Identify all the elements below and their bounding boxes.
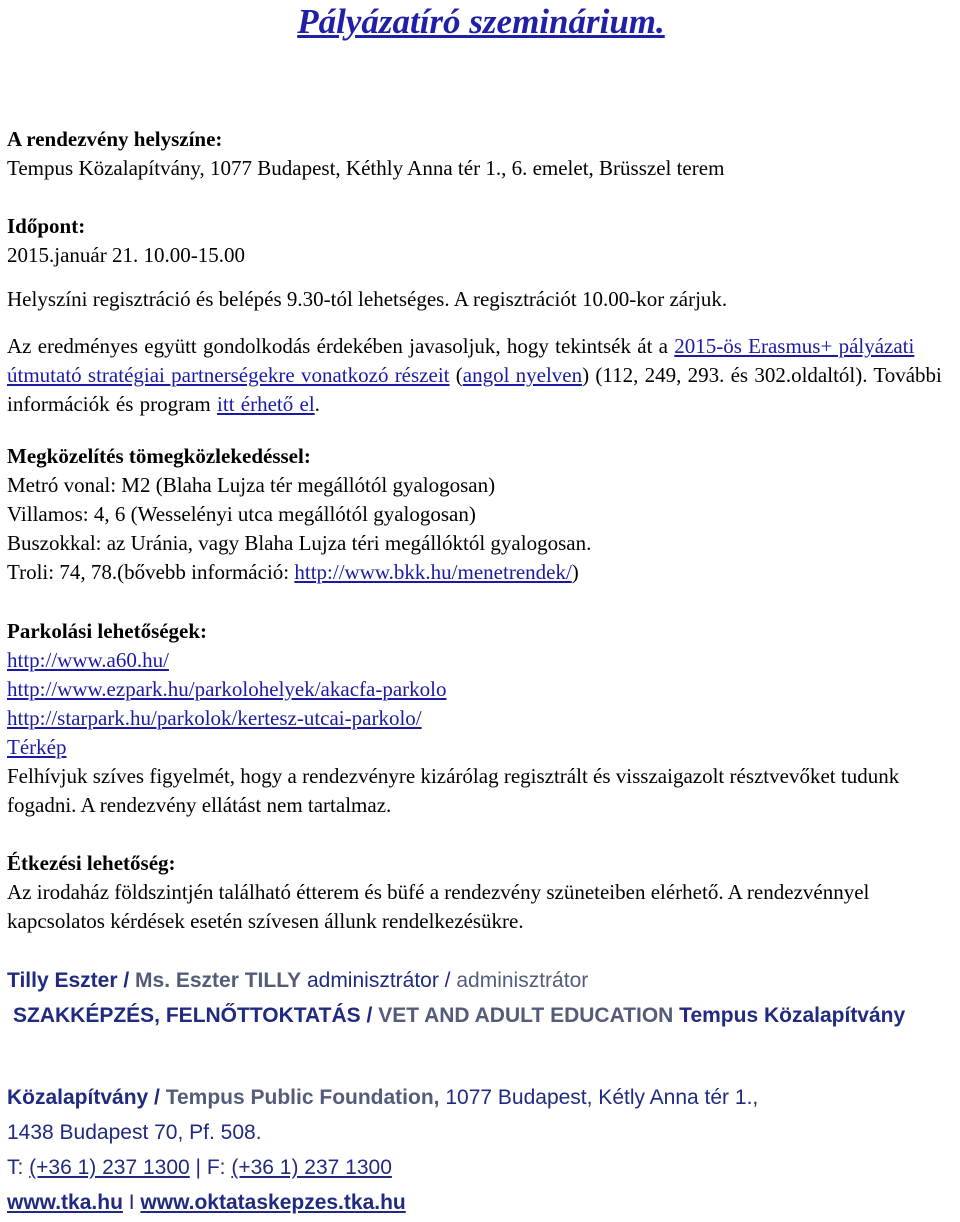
parking-link-ezpark[interactable]: http://www.ezpark.hu/parkolohelyek/akacfa-parkolo [7, 677, 447, 701]
phone-link[interactable]: (+36 1) 237 1300 [29, 1156, 190, 1179]
tram-text: Villamos: 4, 6 (Wesselényi utca megállótól gyalogosan) [7, 502, 476, 526]
troli-label: Troli: 74, 78.(bővebb információ: [7, 560, 295, 584]
transport-heading: Megközelítés tömegközlekedéssel: [7, 444, 311, 468]
signature-role-en: adminisztrátor [456, 969, 589, 992]
signature-org-line [7, 998, 955, 1033]
org-en: Tempus Public Foundation, [165, 1086, 440, 1109]
guide-mid: ( [449, 363, 463, 387]
sep: / [438, 969, 457, 992]
guide-intro: Az eredményes együtt gondolkodás érdekében javasoljuk, hogy tekintsék át a [7, 334, 675, 358]
signature-org-continued [7, 1080, 955, 1115]
oktataskepzes-link[interactable]: www.oktataskepzes.tka.hu [140, 1191, 406, 1214]
org-continued: Közalapítvány [7, 1086, 149, 1109]
registration-text: Helyszíni regisztráció és belépés 9.30-tól lehetséges. A regisztrációt 10.00-kor zárjuk. [7, 287, 728, 311]
venue-text: Tempus Közalapítvány, 1077 Budapest, Kéthly Anna tér 1., 6. emelet, Brüsszel terem [7, 156, 725, 180]
page-title: Pályázatíró szeminárium. [297, 2, 665, 41]
web-line [7, 1185, 955, 1220]
dept-en: VET AND ADULT EDUCATION [378, 1004, 674, 1027]
event-date: 2015.január 21. 10.00-15.00 [7, 243, 245, 267]
signature-name-line [7, 963, 955, 998]
troli-end: ) [571, 560, 579, 584]
contact-line [7, 1150, 955, 1185]
time-section [7, 212, 955, 314]
phone-label: T: [7, 1156, 30, 1179]
time-heading: Időpont: [7, 214, 86, 238]
english-link[interactable]: angol nyelven [462, 363, 583, 387]
signature-name-hu: Tilly Eszter [7, 969, 118, 992]
program-link[interactable]: itt érhető el [217, 392, 315, 416]
tka-link[interactable]: www.tka.hu [7, 1191, 123, 1214]
signature-role-hu: adminisztrátor [301, 969, 439, 992]
signature-name-en: Ms. Eszter TILLY [135, 969, 302, 992]
address-line1: 1077 Budapest, Kétly Anna tér 1., [439, 1086, 759, 1109]
signature-block [7, 963, 955, 1033]
sep: / [117, 969, 136, 992]
sep: / [360, 1004, 379, 1027]
signature-address-block [7, 1080, 955, 1220]
food-heading: Étkezési lehetőség: [7, 851, 176, 875]
troli-text [7, 558, 955, 587]
registration-notice: Felhívjuk szíves figyelmét, hogy a rendezvényre kizárólag regisztrált és visszaigazolt résztvevőket tudunk fogadni. A rendezvény ellátást nem tartalmaz. [7, 764, 900, 817]
map-link[interactable]: Térkép [7, 735, 67, 759]
fax-label: F: [206, 1156, 232, 1179]
dept-hu: SZAKKÉPZÉS, FELNŐTTOKTATÁS [13, 1004, 361, 1027]
guide-paragraph [7, 332, 955, 419]
metro-text: Metró vonal: M2 (Blaha Lujza tér megállótól gyalogosan) [7, 473, 496, 497]
food-section [7, 849, 955, 936]
guide-end: . [314, 392, 320, 416]
food-text: Az irodaház földszintjén található étterem és büfé a rendezvény szüneteiben elérhető. A rendezvénnyel kapcsolatos kérdések esetén szívesen állunk rendelkezésükre. [7, 880, 870, 933]
guide-pages: ) (112, 249, 293. és 302.oldaltól). További információk és program [7, 363, 942, 416]
sep: I [122, 1191, 141, 1214]
sep: / [148, 1086, 166, 1109]
fax-link[interactable]: (+36 1) 237 1300 [231, 1156, 392, 1179]
parking-section [7, 617, 955, 820]
org-hu: Tempus Közalapítvány [673, 1004, 906, 1027]
bkk-link[interactable]: http://www.bkk.hu/menetrendek/ [294, 560, 572, 584]
parking-heading: Parkolási lehetőségek: [7, 619, 208, 643]
bus-text: Buszokkal: az Uránia, vagy Blaha Lujza téri megállóktól gyalogosan. [7, 531, 592, 555]
guide-link[interactable]: 2015-ös Erasmus+ pályázati útmutató stratégiai partnerségekre vonatkozó részeit [7, 334, 915, 387]
parking-link-a60[interactable]: http://www.a60.hu/ [7, 648, 169, 672]
venue-section [7, 125, 955, 183]
sep: | [189, 1156, 207, 1179]
venue-heading: A rendezvény helyszíne: [7, 127, 223, 151]
parking-link-starpark[interactable]: http://starpark.hu/parkolok/kertesz-utcai-parkolo/ [7, 706, 422, 730]
address-line2: 1438 Budapest 70, Pf. 508. [7, 1121, 262, 1144]
transport-section [7, 442, 955, 587]
